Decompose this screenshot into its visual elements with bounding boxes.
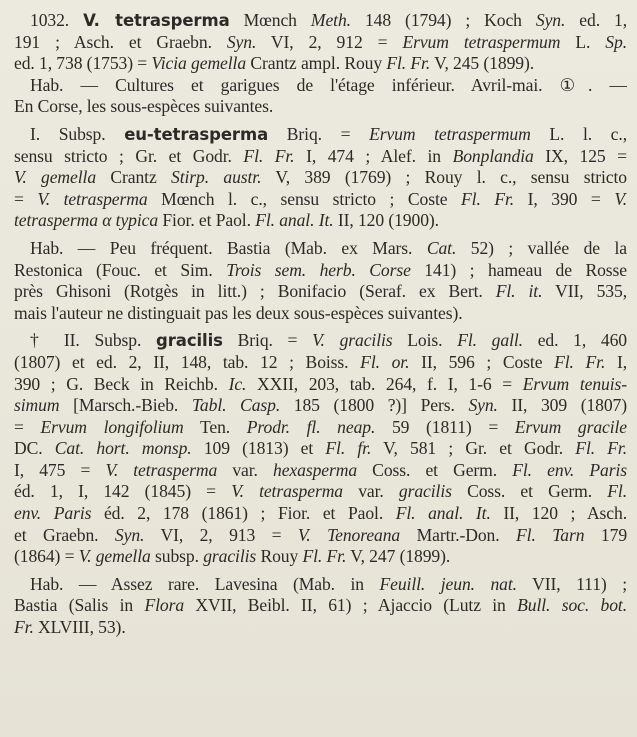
text-run: V, 245 (1899). — [430, 53, 535, 74]
taxon-name: eu-tetrasperma — [124, 124, 269, 144]
text-run: I, — [605, 351, 627, 372]
italic-text: Ervum gracile — [514, 416, 627, 437]
text-run: 185 (1800 ?)] Pers. — [280, 395, 469, 416]
italic-text: Cat. — [426, 237, 457, 258]
text-run: Briq. = — [222, 330, 313, 351]
text-line — [14, 481, 627, 503]
text-run: 179 — [584, 524, 627, 545]
entry-1032-paragraph — [14, 10, 627, 118]
text-run: Briq. = — [268, 123, 370, 144]
taxon-name: V. tetrasperma — [83, 11, 230, 30]
text-run: (1807) et ed. 2, II, 148, tab. 12 ; Boiss. — [14, 351, 361, 372]
italic-text: Syn. — [114, 524, 145, 545]
text-run: VI, 2, 912 = — [256, 31, 403, 52]
italic-text: Fl. or. — [360, 351, 410, 372]
italic-text: Fl. Fr. — [302, 546, 347, 567]
italic-text: Trois sem. herb. Corse — [226, 259, 411, 280]
text-run: XLVIII, 53). — [33, 617, 126, 638]
text-run: VII, 111) ; — [516, 573, 627, 594]
italic-text: Fl. Tarn — [516, 524, 585, 545]
text-line — [14, 75, 627, 97]
italic-text: V. gemella — [78, 546, 151, 567]
italic-text: tetrasperma α typica — [14, 210, 159, 231]
italic-text: V. Tenoreana — [297, 524, 401, 545]
text-run: 109 (1813) et — [191, 438, 326, 459]
text-run: Martr.-Don. — [400, 524, 517, 545]
italic-text: simum — [14, 395, 60, 416]
text-line — [14, 96, 627, 118]
text-line — [14, 525, 627, 547]
italic-text: V. gemella — [14, 167, 97, 188]
text-run: XVII, Beibl. II, 61) ; Ajaccio (Lutz in — [184, 595, 518, 616]
text-run: Rouy — [256, 546, 303, 567]
text-run: Crantz — [96, 167, 172, 188]
italic-text: V. tetrasperma — [231, 481, 343, 502]
text-run: 59 (1811) = — [375, 416, 515, 437]
italic-text: Fl. Fr. — [386, 53, 431, 74]
italic-text: Fl. — [607, 481, 627, 502]
italic-text: V. — [614, 188, 627, 209]
italic-text: Bull. soc. bot. — [517, 595, 627, 616]
text-run: éd. 2, 178 (1861) ; Fior. et Paol. — [91, 503, 396, 524]
text-run: éd. 1, I, 142 (1845) = — [14, 481, 232, 502]
text-line — [14, 574, 627, 596]
italic-text: Ervum longifolium — [40, 416, 184, 437]
text-line — [14, 124, 627, 146]
italic-text: V. tetrasperma — [105, 459, 218, 480]
text-run: IX, 125 = — [533, 145, 627, 166]
text-run: V, 581 ; Gr. et Godr. — [371, 438, 576, 459]
subsp-gracilis-paragraph — [14, 330, 627, 568]
text-run: Coss. et Germ. — [357, 459, 513, 480]
italic-text: hexasperma — [273, 459, 358, 480]
text-run: Crantz ampl. Rouy — [246, 53, 387, 74]
italic-text: Fl. Fr. — [243, 145, 295, 166]
text-line — [14, 374, 627, 396]
text-line — [14, 238, 627, 260]
text-line — [14, 330, 627, 352]
text-line — [14, 438, 627, 460]
text-run: [Marsch.-Bieb. — [59, 395, 192, 416]
text-line — [14, 260, 627, 282]
text-line — [14, 189, 627, 211]
italic-text: V. gracilis — [312, 330, 393, 351]
text-run: II, 120 (1900). — [333, 210, 439, 231]
text-run: II, 120 ; Asch. — [490, 503, 627, 524]
text-run: II, 596 ; Coste — [409, 351, 555, 372]
italic-text: Ervum tetraspermum — [402, 31, 561, 52]
text-line — [14, 10, 627, 32]
text-line — [14, 503, 627, 525]
italic-text: gracilis — [203, 546, 257, 567]
text-line — [14, 281, 627, 303]
italic-text: V. tetrasperma — [37, 188, 148, 209]
text-run: XXII, 203, tab. 264, f. I, 1-6 = — [246, 373, 523, 394]
text-run: 141) ; hameau de Rosse — [410, 259, 627, 280]
text-run: L. — [560, 31, 606, 52]
text-run: Fior. et Paol. — [158, 210, 256, 231]
text-run: var. — [343, 481, 399, 502]
text-run: † II. Subsp. — [30, 330, 157, 351]
text-line — [14, 32, 627, 54]
italic-text: Prodr. fl. neap. — [246, 416, 376, 437]
text-run: Coss. et Germ. — [451, 481, 608, 502]
text-line — [14, 303, 627, 325]
text-run: Restonica (Fouc. et Sim. — [14, 259, 227, 280]
text-line — [14, 460, 627, 482]
text-run: près Ghisoni (Rotgès in litt.) ; Bonifacio (Seraf. ex Bert. — [14, 281, 496, 302]
text-line — [14, 53, 627, 75]
italic-text: Bonplandia — [452, 145, 534, 166]
text-run: Lois. — [392, 330, 458, 351]
text-run: ed. 1, 460 — [522, 330, 627, 351]
text-run: et Graebn. — [14, 524, 115, 545]
italic-text: Fl. Fr. — [461, 188, 515, 209]
text-run: Mœnch — [229, 10, 311, 30]
text-run: 1032. — [30, 10, 84, 30]
text-line — [14, 167, 627, 189]
text-line — [14, 395, 627, 417]
text-run: Hab. — Cultures et garigues de l'étage inférieur. Avril-mai. ①. — — [30, 74, 627, 95]
italic-text: Flora — [144, 595, 185, 616]
text-run: Ten. — [183, 416, 247, 437]
text-run: V, 389 (1769) ; Rouy l. c., sensu stricto — [261, 167, 627, 188]
text-line — [14, 210, 627, 232]
text-run: 390 ; G. Beck in Reichb. — [14, 373, 229, 394]
italic-text: Fl. fr. — [325, 438, 372, 459]
text-run: Hab. — Assez rare. Lavesina (Mab. in — [30, 573, 380, 594]
italic-text: Fl. it. — [495, 281, 543, 302]
italic-text: Fl. anal. It. — [255, 210, 334, 231]
text-run: 191 ; Asch. et Graebn. — [14, 31, 227, 52]
text-run: I, 475 = — [14, 459, 106, 480]
text-run: II, 309 (1807) — [497, 395, 627, 416]
italic-text: Syn. — [535, 10, 566, 30]
italic-text: Fl. anal. It. — [395, 503, 491, 524]
italic-text: Fl. env. Paris — [512, 459, 627, 480]
text-run: DC. — [14, 438, 55, 459]
italic-text: gracilis — [398, 481, 452, 502]
italic-text: Fr. — [14, 617, 34, 638]
italic-text: Stirp. austr. — [171, 167, 262, 188]
text-line — [14, 595, 627, 617]
text-run: VI, 2, 913 = — [144, 524, 298, 545]
text-run: subsp. — [150, 546, 204, 567]
text-run: VII, 535, — [542, 281, 627, 302]
text-run: sensu stricto ; Gr. et Godr. — [14, 145, 244, 166]
italic-text: Sp. — [605, 31, 627, 52]
italic-text: Ervum tenuis- — [522, 373, 627, 394]
italic-text: Fl. Fr. — [554, 351, 606, 372]
text-run: = — [14, 416, 41, 437]
italic-text: Ervum tetraspermum — [369, 123, 531, 144]
text-run: ed. 1, — [565, 10, 627, 30]
italic-text: env. Paris — [14, 503, 92, 524]
italic-text: Tabl. Casp. — [191, 395, 281, 416]
text-run: I, 390 = — [514, 188, 615, 209]
italic-text: Fl. Fr. — [575, 438, 627, 459]
text-run: En Corse, les sous-espèces suivantes. — [14, 96, 274, 117]
text-line — [14, 546, 627, 568]
text-line — [14, 352, 627, 374]
italic-text: Syn. — [226, 31, 257, 52]
text-run: Mœnch l. c., sensu stricto ; Coste — [147, 188, 462, 209]
text-run: (1864) = — [14, 546, 79, 567]
italic-text: Syn. — [468, 395, 498, 416]
text-line — [14, 146, 627, 168]
text-run: Hab. — Peu fréquent. Bastia (Mab. ex Mars. — [30, 237, 427, 258]
text-run: L. l. c., — [530, 123, 627, 144]
italic-text: Vicia gemella — [151, 53, 247, 74]
text-run: var. — [217, 459, 274, 480]
text-run: Bastia (Salis in — [14, 595, 145, 616]
text-run: 148 (1794) ; Koch — [350, 10, 536, 30]
text-run: I, 474 ; Alef. in — [294, 145, 453, 166]
italic-text: Meth. — [310, 10, 351, 30]
italic-text: Feuill. jeun. nat. — [379, 573, 517, 594]
text-run: V, 247 (1899). — [346, 546, 451, 567]
italic-text: Fl. gall. — [457, 330, 523, 351]
text-run: 52) ; vallée de la — [456, 237, 627, 258]
text-run: ed. 1, 738 (1753) = — [14, 53, 152, 74]
italic-text: Cat. hort. monsp. — [54, 438, 192, 459]
text-line — [14, 617, 627, 639]
subsp-gracilis-habitat — [14, 574, 627, 639]
taxon-name: gracilis — [156, 331, 223, 351]
text-run: mais l'auteur ne distinguait pas les deux sous-espèces suivantes). — [14, 302, 463, 323]
text-run: = — [14, 188, 38, 209]
italic-text: Ic. — [228, 373, 247, 394]
text-run: I. Subsp. — [30, 123, 125, 144]
text-line — [14, 417, 627, 439]
subsp-eu-tetrasperma-paragraph — [14, 124, 627, 232]
subsp-eu-tetrasperma-habitat — [14, 238, 627, 324]
